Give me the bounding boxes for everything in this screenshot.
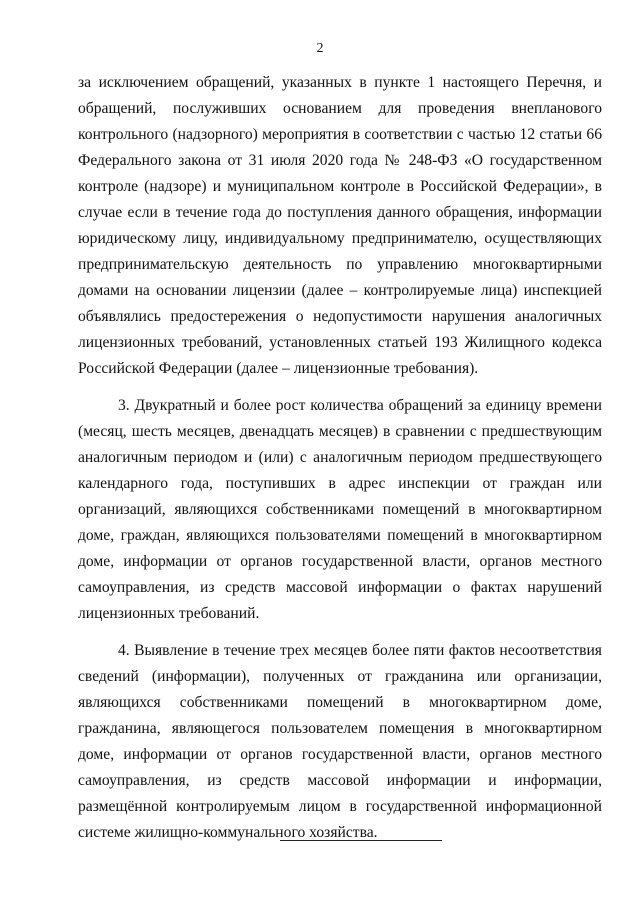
paragraph-item-3: 3. Двукратный и более рост количества обращений за единицу времени (месяц, шесть месяцев, двенадцать месяцев) в сравнении с предшествующим аналогичным периодом и (или) с аналогичным периодом предшествующего календарного года, поступивших в адрес инспекции от граждан или организаций, являющихся собственниками помещений в многоквартирном доме, граждан, являющихся пользователями помещений в многоквартирном доме, информации от органов государственной власти, органов местного самоуправления, из средств массовой информации о фактах нарушений лицензионных требований. xyxy=(78,397,602,622)
document-body xyxy=(78,70,602,846)
paragraph-continuation: за исключением обращений, указанных в пункте 1 настоящего Перечня, и обращений, послуживших основанием для проведения внепланового контрольного (надзорного) мероприятия в соответствии с частью 12 статьи 66 Федерального закона от 31 июля 2020 года № 248-ФЗ «О государственном контроле (надзоре) и муниципальном контроле в Российской Федерации», в случае если в течение года до поступления данного обращения, информации юридическому лицу, индивидуальному предпринимателю, осуществляющих предпринимательскую деятельность по управлению многоквартирными домами на основании лицензии (далее – контролируемые лица) инспекцией объявлялись предостережения о недопустимости нарушения аналогичных лицензионных требований, установленных статьей 193 Жилищного кодекса Российской Федерации (далее – лицензионные требования). xyxy=(78,74,602,377)
closing-divider-line xyxy=(280,840,442,841)
page-number: 2 xyxy=(316,41,324,56)
paragraph-item-4: 4. Выявление в течение трех месяцев более пяти фактов несоответствия сведений (информации), полученных от гражданина или организации, являющихся собственниками помещений в многоквартирном доме, гражданина, являющегося пользователем помещения в многоквартирном доме, информации от органов государственной власти, органов местного самоуправления, из средств массовой информации и информации, размещённой контролируемым лицом в государственной информационной системе жилищно-коммунального хозяйства. xyxy=(78,642,602,841)
